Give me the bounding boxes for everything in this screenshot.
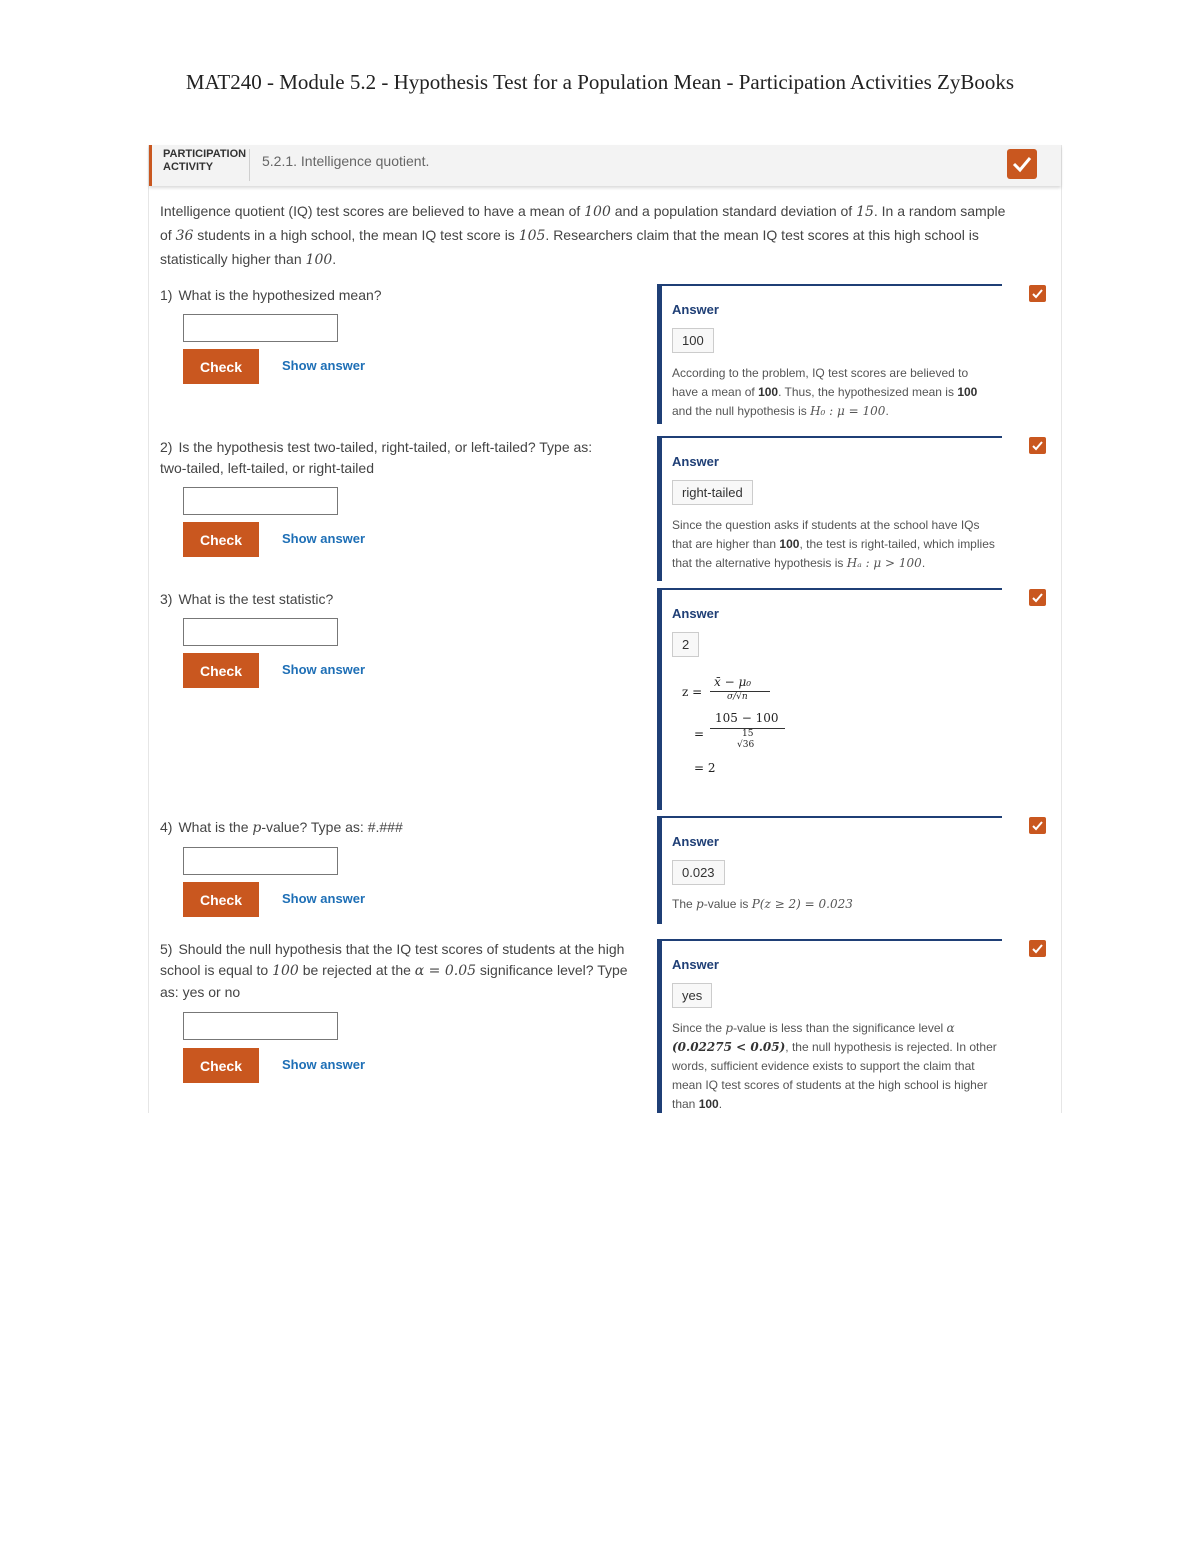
intro-n: 36 xyxy=(175,228,194,244)
question-5: 5) Should the null hypothesis that the IQ test scores of students at the high school is equal to 100 be rejected at the α = 0.05 significance level? Type as: yes or no xyxy=(160,941,628,1000)
intro-mean: 100 xyxy=(584,204,611,220)
formula-denominator-1: σ/√n xyxy=(727,692,748,702)
test-statistic-formula xyxy=(682,675,832,785)
answer-5-check-icon xyxy=(1029,940,1046,957)
formula-z: z = xyxy=(682,685,703,699)
answer-input-5[interactable] xyxy=(183,1012,338,1040)
show-answer-link-5[interactable]: Show answer xyxy=(282,1057,366,1072)
header-divider xyxy=(249,149,250,181)
answer-value: 0.023 xyxy=(672,860,725,885)
participation-activity-card xyxy=(148,145,1062,1113)
formula-numerator-1: x̄ − μ₀ xyxy=(714,675,752,689)
intro-sample-mean: 105 xyxy=(518,228,546,244)
check-button-5[interactable]: Check xyxy=(183,1048,259,1083)
answer-label: Answer xyxy=(672,957,719,972)
answer-input-1[interactable] xyxy=(183,314,338,342)
answer-value: 2 xyxy=(672,632,699,657)
check-button-1[interactable]: Check xyxy=(183,349,259,384)
answer-1-check-icon xyxy=(1029,285,1046,302)
formula-den2-bottom: √36 xyxy=(737,740,755,750)
answer-label: Answer xyxy=(672,454,719,469)
activity-type-label xyxy=(163,148,246,174)
activity-label-line1: PARTICIPATION xyxy=(163,148,247,160)
question-3: 3) What is the test statistic? xyxy=(160,591,334,607)
answer-explanation: According to the problem, IQ test scores are believed to have a mean of 100. Thus, the hypothesized mean is 100 and the null hypothesis is H₀ : μ = 100. xyxy=(672,366,978,418)
answer-label: Answer xyxy=(672,834,719,849)
answer-value: 100 xyxy=(672,328,714,353)
formula-den2-top: 15 xyxy=(742,729,754,739)
show-answer-link-1[interactable]: Show answer xyxy=(282,358,366,373)
show-answer-link-4[interactable]: Show answer xyxy=(282,891,366,906)
answer-explanation: The p-value is P(z ≥ 2) = 0.023 xyxy=(672,897,853,911)
answer-value: yes xyxy=(672,983,712,1008)
answer-label: Answer xyxy=(672,606,719,621)
problem-intro: Intelligence quotient (IQ) test scores are believed to have a mean of 100 and a population standard deviation of 15. In a random sample of 36 students in a high school, the mean IQ test score is 105. Researchers claim that the mean IQ test scores at this high school is statistically higher than 100. xyxy=(160,203,1006,268)
question-4: 4) What is the p-value? Type as: #.### xyxy=(160,819,403,836)
answer-explanation: Since the p-value is less than the significance level α (0.02275 < 0.05), the null hypothesis is rejected. In other words, sufficient evidence exists to support the claim that mean IQ test scores of students at the high school is higher than 100. xyxy=(672,1021,997,1111)
question-2: 2) Is the hypothesis test two-tailed, right-tailed, or left-tailed? Type as: two-tailed, left-tailed, or right-tailed xyxy=(160,439,593,476)
intro-sd: 15 xyxy=(856,204,874,220)
answer-value: right-tailed xyxy=(672,480,753,505)
check-button-2[interactable]: Check xyxy=(183,522,259,557)
check-button-4[interactable]: Check xyxy=(183,882,259,917)
intro-claim: 100 xyxy=(305,252,333,268)
formula-numerator-2: 105 − 100 xyxy=(715,711,779,725)
answer-explanation: Since the question asks if students at the school have IQs that are higher than 100, the test is right-tailed, which implies that the alternative hypothesis is Hₐ : μ > 100. xyxy=(672,518,995,570)
show-answer-link-3[interactable]: Show answer xyxy=(282,662,366,677)
show-answer-link-2[interactable]: Show answer xyxy=(282,531,366,546)
formula-eq-2: = xyxy=(694,727,705,741)
answer-panel-4 xyxy=(657,816,1002,924)
document-title: MAT240 - Module 5.2 - Hypothesis Test for a Population Mean - Participation Activities ZyBooks xyxy=(185,70,1015,94)
completion-check-icon xyxy=(1007,149,1037,179)
answer-input-3[interactable] xyxy=(183,618,338,646)
answer-4-check-icon xyxy=(1029,817,1046,834)
answer-3-check-icon xyxy=(1029,589,1046,606)
answer-panel-5 xyxy=(657,939,1002,1113)
answer-2-check-icon xyxy=(1029,437,1046,454)
activity-label-line2: ACTIVITY xyxy=(163,161,214,173)
answer-panel-1 xyxy=(657,284,1002,424)
activity-title: 5.2.1. Intelligence quotient. xyxy=(262,153,430,169)
answer-input-2[interactable] xyxy=(183,487,338,515)
activity-header xyxy=(149,145,1061,186)
answer-panel-2 xyxy=(657,436,1002,581)
answer-input-4[interactable] xyxy=(183,847,338,875)
answer-panel-3 xyxy=(657,588,1002,810)
check-button-3[interactable]: Check xyxy=(183,653,259,688)
answer-label: Answer xyxy=(672,302,719,317)
header-accent-bar xyxy=(149,145,152,186)
formula-result: = 2 xyxy=(694,761,716,775)
question-1: 1) What is the hypothesized mean? xyxy=(160,287,382,303)
